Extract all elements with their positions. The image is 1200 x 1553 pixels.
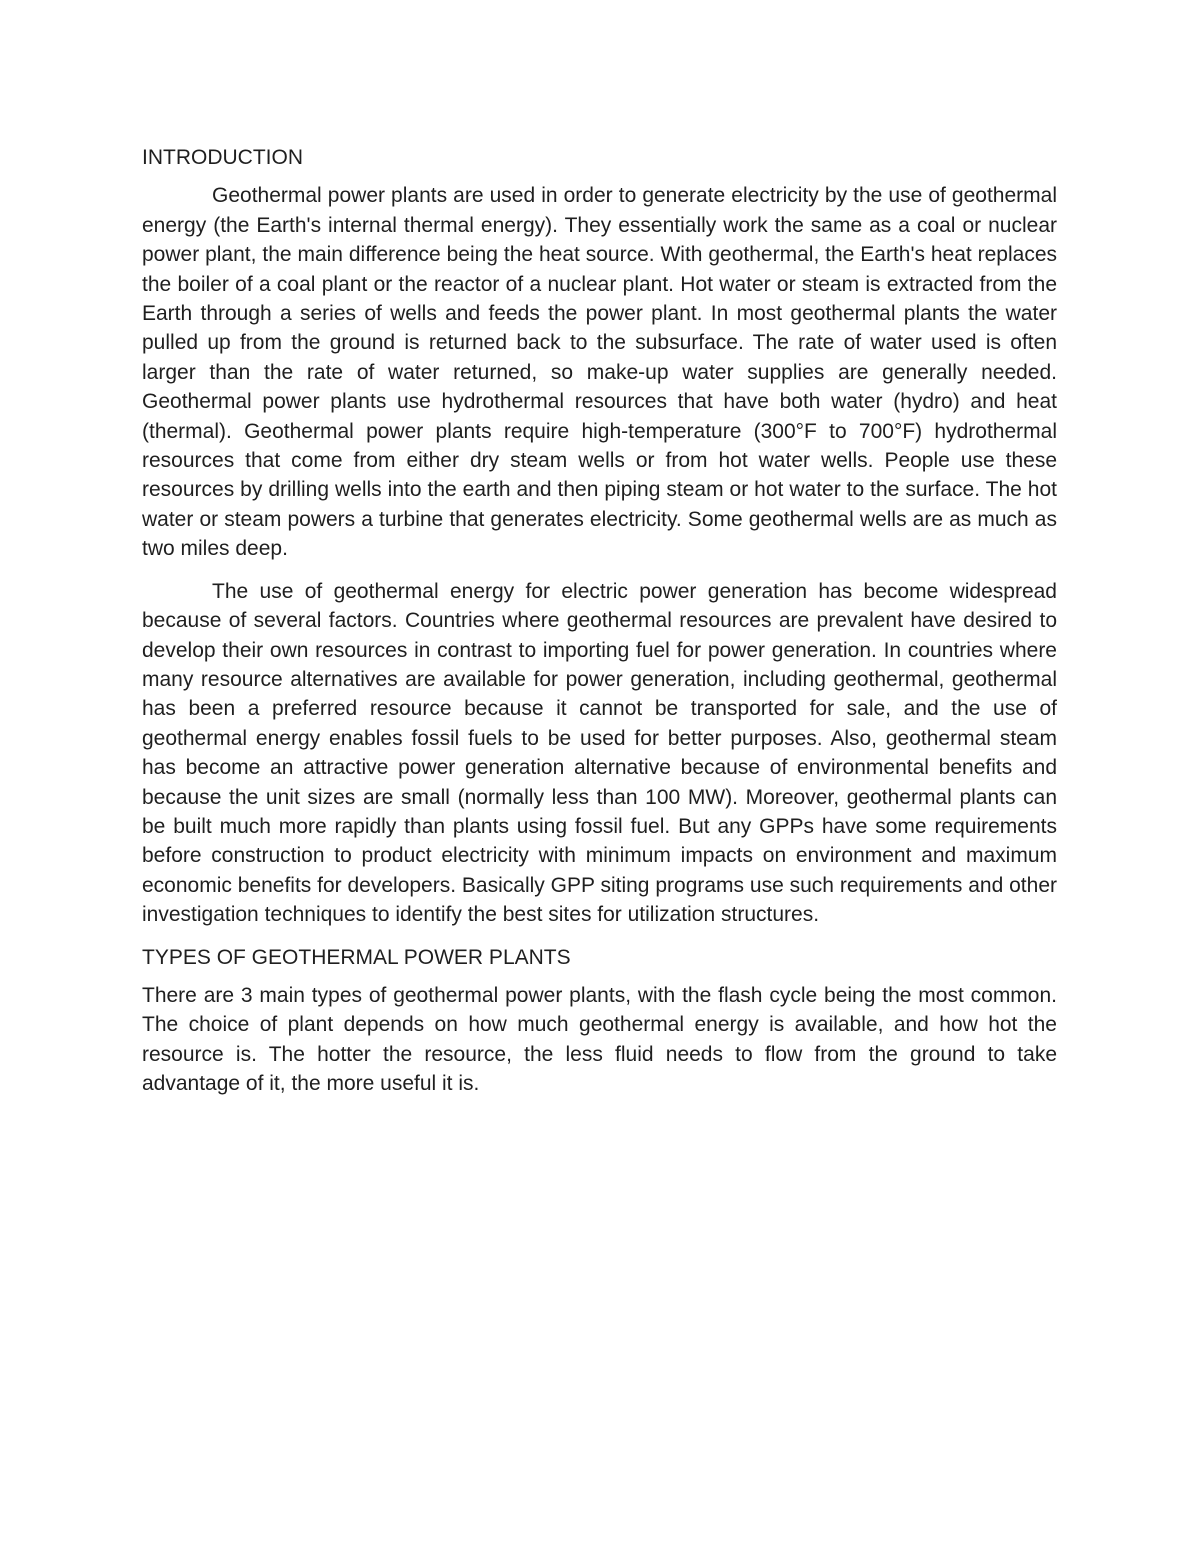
intro-paragraph-2: The use of geothermal energy for electric power generation has become widespread because of several factors. Countries where geothermal resources are prevalent have desired to develop their own resources in contrast to importing fuel for power generation. In countries where many resource alternatives are available for power generation, including geothermal, geothermal has been a preferred resource because it cannot be transported for sale, and the use of geothermal energy enables fossil fuels to be used for better purposes. Also, geothermal steam has become an attractive power generation alternative because of environmental benefits and because the unit sizes are small (normally less than 100 MW). Moreover, geothermal plants can be built much more rapidly than plants using fossil fuel. But any GPPs have some requirements before construction to product electricity with minimum impacts on environment and maximum economic benefits for developers. Basically GPP siting programs use such requirements and other investigation techniques to identify the best sites for utilization structures.: [142, 579, 1057, 927]
document-body: [142, 143, 1057, 1112]
section-heading-types: TYPES OF GEOTHERMAL POWER PLANTS: [142, 945, 571, 969]
intro-paragraph-1: Geothermal power plants are used in order to generate electricity by the use of geothermal energy (the Earth's internal thermal energy). They essentially work the same as a coal or nuclear power plant, the main difference being the heat source. With geothermal, the Earth's heat replaces the boiler of a coal plant or the reactor of a nuclear plant. Hot water or steam is extracted from the Earth through a series of wells and feeds the power plant. In most geothermal plants the water pulled up from the ground is returned back to the subsurface. The rate of water used is often larger than the rate of water returned, so make-up water supplies are generally needed. Geothermal power plants use hydrothermal resources that have both water (hydro) and heat (thermal). Geothermal power plants require high-temperature (300°F to 700°F) hydrothermal resources that come from either dry steam wells or from hot water wells. People use these resources by drilling wells into the earth and then piping steam or hot water to the surface. The hot water or steam powers a turbine that generates electricity. Some geothermal wells are as much as two miles deep.: [142, 184, 1057, 561]
section-heading-introduction: INTRODUCTION: [142, 146, 303, 169]
types-paragraph: There are 3 main types of geothermal power plants, with the flash cycle being the most common. The choice of plant depends on how much geothermal energy is available, and how hot the resource is. The hotter the resource, the less fluid needs to flow from the ground to take advantage of it, the more useful it is.: [142, 983, 1057, 1096]
